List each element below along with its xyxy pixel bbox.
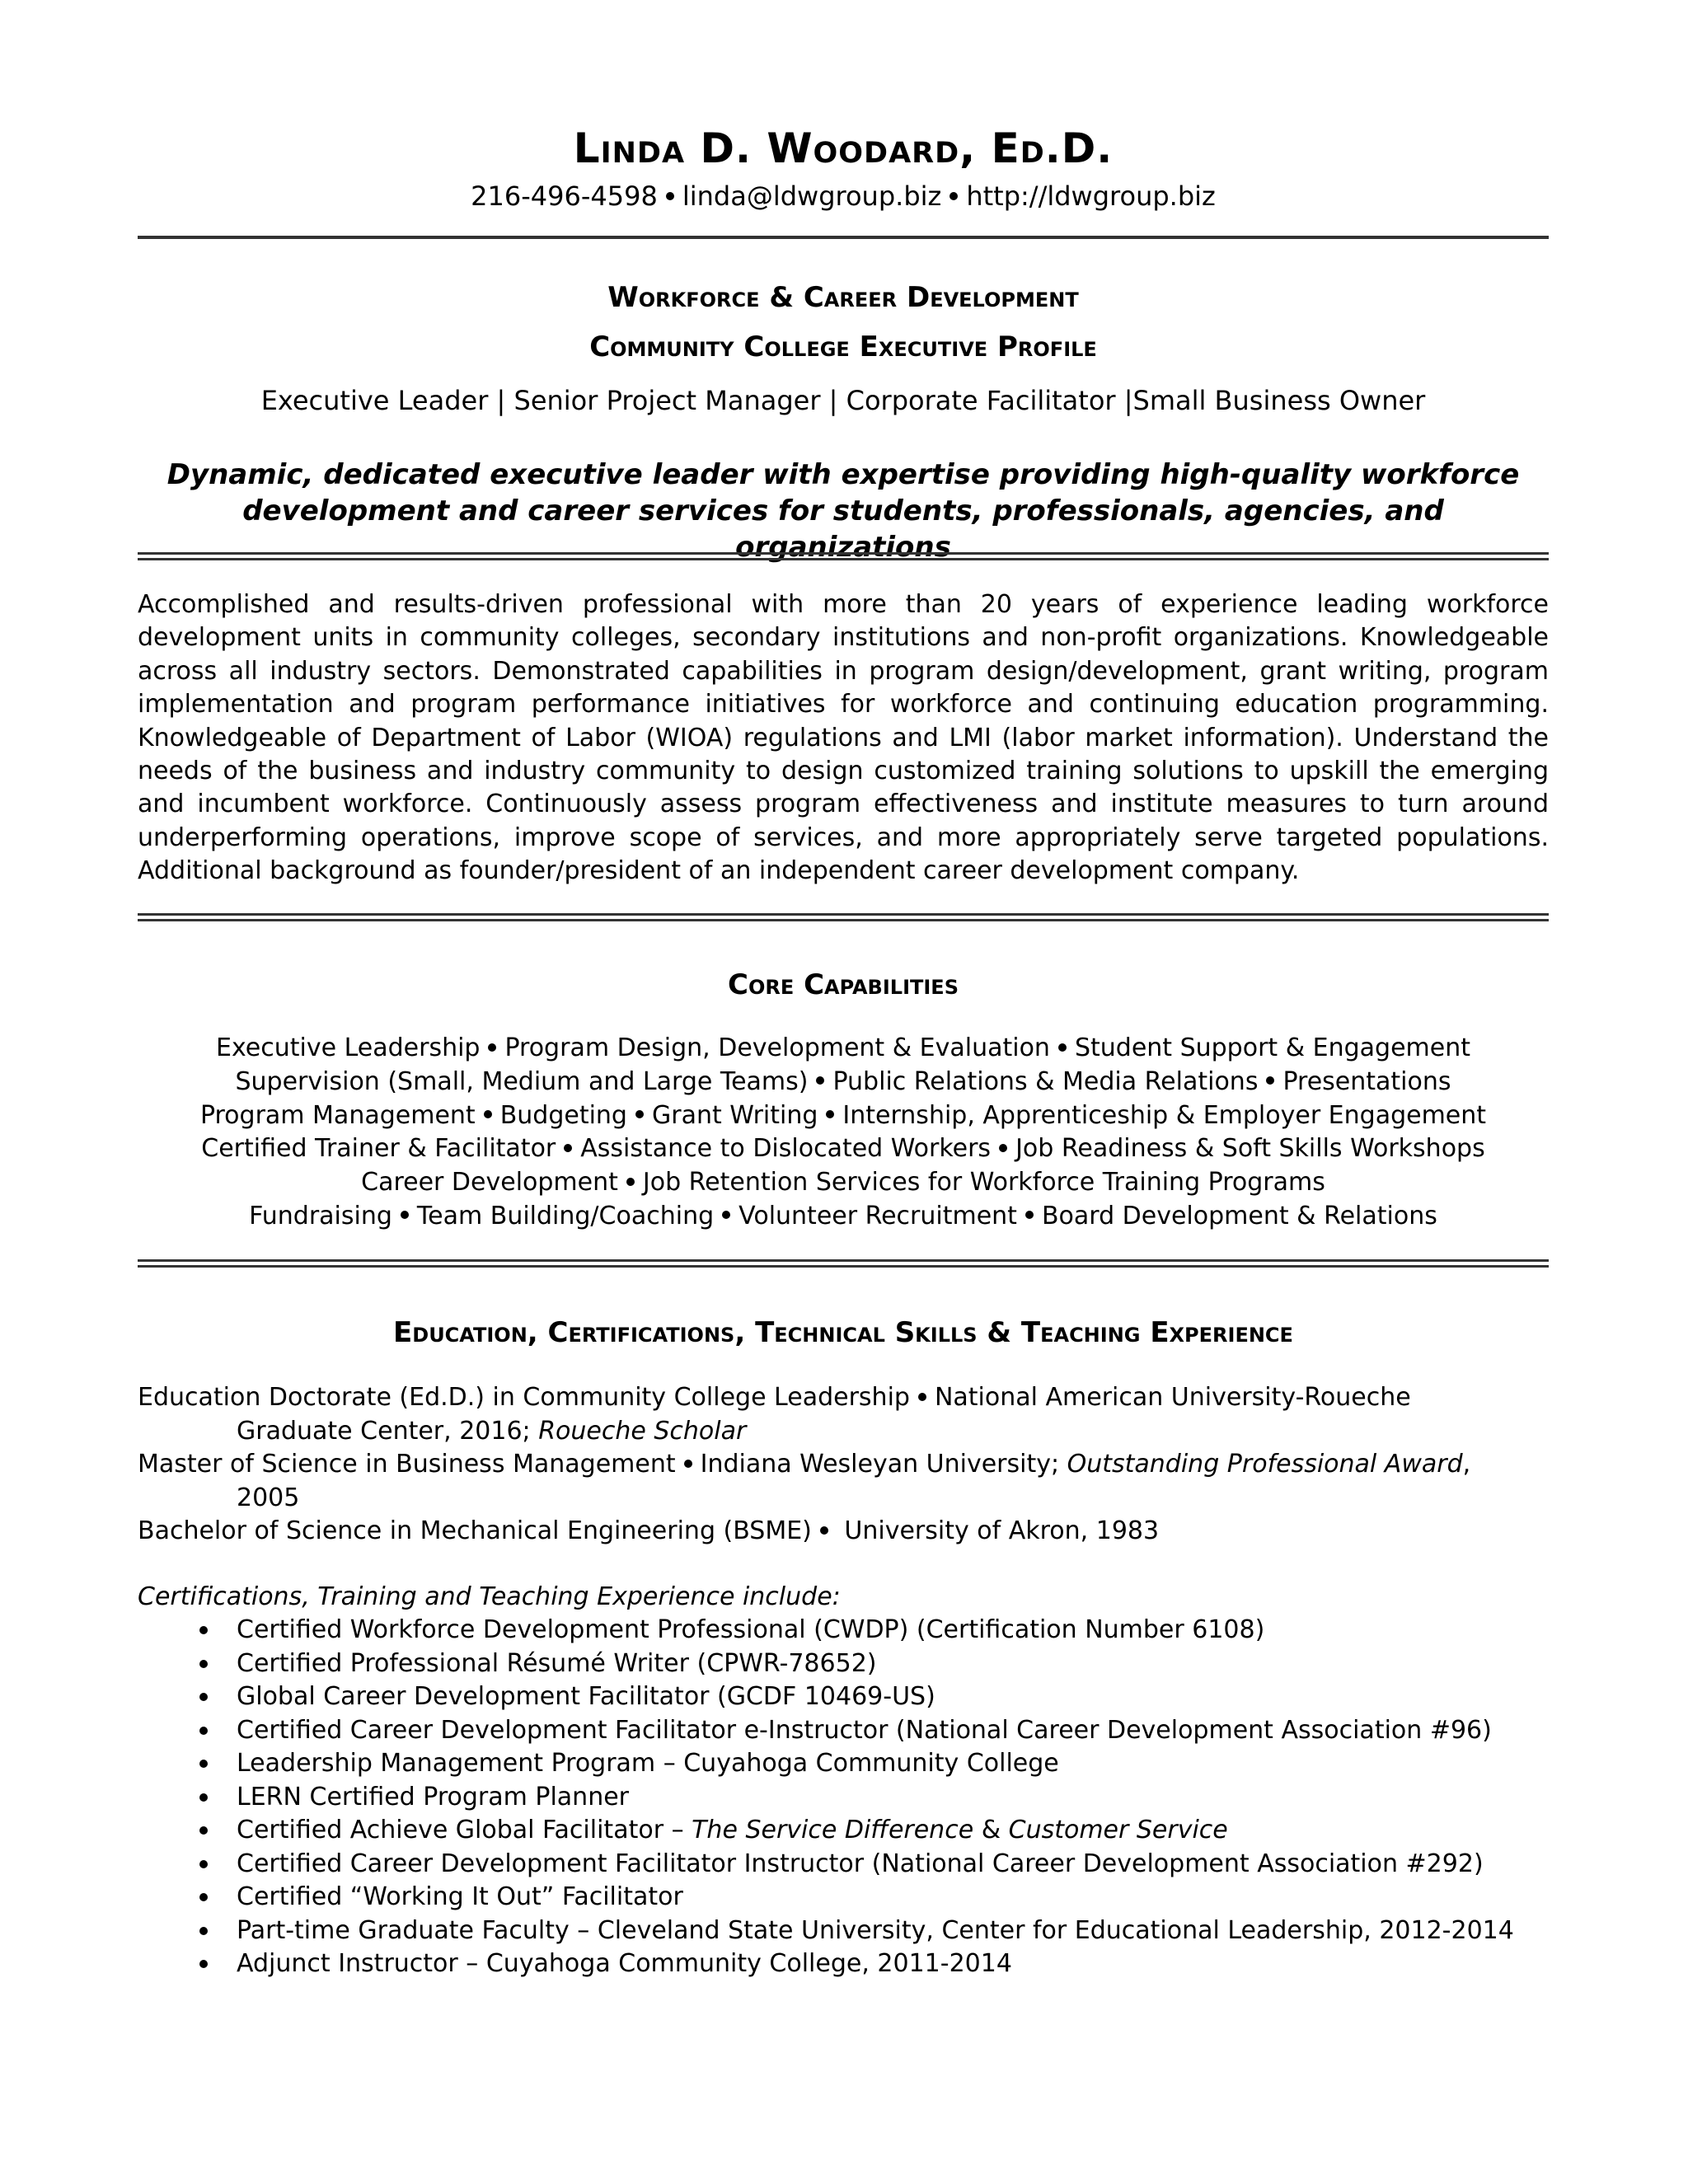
capability-item: Program Design, Development & Evaluation [504, 1033, 1050, 1062]
candidate-name: Linda D. Woodard, Ed.D. [573, 124, 1114, 172]
cert-item [138, 1714, 1549, 1748]
cert-item [138, 1747, 1549, 1781]
capability-item: Program Management [199, 1100, 476, 1130]
cert-item [138, 1881, 1549, 1915]
bullet-icon [199, 1927, 208, 1935]
contact-line [138, 180, 1549, 213]
capabilities-line [138, 1200, 1549, 1234]
cert-item [138, 1814, 1549, 1848]
bullet-separator [1266, 1076, 1274, 1085]
capability-item: Volunteer Recruitment [738, 1201, 1017, 1230]
capability-item: Team Building/Coaching [416, 1201, 715, 1230]
capability-item: Public Relations & Media Relations [832, 1066, 1259, 1096]
capability-item: Internship, Apprenticeship & Employer Engagement [842, 1100, 1487, 1130]
tagline-line-2: development and career services for students, professionals, agencies, and organizations [242, 494, 1444, 564]
bullet-icon [199, 1693, 208, 1701]
bullet-icon [199, 1860, 208, 1868]
certifications-list [138, 1614, 1549, 1981]
phone-number: 216-496-4598 [471, 180, 658, 212]
profile-title-1: Workforce & Career Development [607, 281, 1079, 314]
capability-item: Fundraising [249, 1201, 392, 1230]
bullet-icon [199, 1760, 208, 1768]
bullet-separator [626, 1178, 635, 1186]
degree-name: Master of Science in Business Management [138, 1450, 676, 1479]
bullet-icon [199, 1793, 208, 1802]
bullet-icon [199, 1960, 208, 1968]
bullet-separator [488, 1043, 496, 1052]
degree-honor: Outstanding Professional Award [1067, 1450, 1463, 1479]
cert-text: LERN Certified Program Planner [237, 1782, 630, 1811]
capabilities-line [138, 1066, 1549, 1099]
tagline-line-1: Dynamic, dedicated executive leader with expertise providing high-quality workforce [166, 458, 1520, 491]
profile-title-2: Community College Executive Profile [589, 330, 1097, 363]
bullet-separator [999, 1144, 1007, 1152]
cert-text: Certified Career Development Facilitator Instructor (National Career Development Association #292) [237, 1849, 1484, 1878]
cert-text: Adjunct Instructor – Cuyahoga Community College, 2011-2014 [237, 1949, 1012, 1978]
cert-item [138, 1614, 1549, 1647]
capability-item: Assistance to Dislocated Workers [580, 1134, 992, 1164]
capability-item: Job Readiness & Soft Skills Workshops [1015, 1134, 1485, 1164]
cert-item [138, 1647, 1549, 1681]
degree-honor: Roueche Scholar [538, 1416, 747, 1446]
core-capabilities-list [138, 1032, 1549, 1234]
cert-text: Certified Achieve Global Facilitator – [237, 1816, 692, 1844]
bullet-separator [564, 1144, 572, 1152]
bullet-separator [484, 1110, 492, 1118]
cert-text: Global Career Development Facilitator (GCDF 10469-US) [237, 1682, 935, 1711]
bullet-separator [820, 1526, 828, 1535]
cert-item [138, 1781, 1549, 1815]
degree-detail: Graduate Center, 2016; [237, 1416, 539, 1446]
degree-year: 2005 [237, 1483, 300, 1512]
bullet-icon [199, 1626, 208, 1634]
capabilities-line [138, 1032, 1549, 1066]
capability-item: Supervision (Small, Medium and Large Teams) [235, 1066, 809, 1096]
capabilities-line [138, 1166, 1549, 1200]
roles-line: Executive Leader | Senior Project Manager | Corporate Facilitator |Small Business Owner [260, 385, 1426, 416]
bullet-icon [199, 1660, 208, 1668]
section-divider [138, 1259, 1549, 1268]
education-title: Education, Certifications, Technical Skills & Teaching Experience [393, 1316, 1293, 1349]
website-link[interactable]: http://ldwgroup.biz [966, 180, 1216, 212]
cert-program: Customer Service [1008, 1816, 1228, 1844]
bullet-icon [199, 1893, 208, 1901]
tagline [138, 457, 1549, 565]
cert-text: Certified Professional Résumé Writer (CPWR-78652) [237, 1648, 877, 1678]
section-divider [138, 913, 1549, 921]
bullet-separator [816, 1076, 824, 1085]
bullet-separator [635, 1110, 644, 1118]
cert-item [138, 1848, 1549, 1882]
capabilities-line [138, 1132, 1549, 1166]
bullet-icon [199, 1727, 208, 1735]
capability-item: Student Support & Engagement [1074, 1033, 1470, 1062]
degree-item [138, 1381, 1549, 1448]
capability-item: Career Development [361, 1168, 618, 1197]
cert-item [138, 1947, 1549, 1981]
cert-conjunction: & [973, 1816, 1009, 1844]
degree-name: Bachelor of Science in Mechanical Engineering (BSME) [138, 1516, 812, 1545]
degree-continuation [138, 1415, 1549, 1449]
core-capabilities-title: Core Capabilities [728, 968, 959, 1001]
capabilities-line [138, 1099, 1549, 1133]
cert-text: Certified “Working It Out” Facilitator [237, 1882, 683, 1911]
cert-text: Part-time Graduate Faculty – Cleveland State University, Center for Educational Leadership, 2012-2014 [237, 1915, 1514, 1945]
cert-item [138, 1915, 1549, 1948]
bullet-separator [666, 192, 674, 200]
capability-item: Presentations [1282, 1066, 1451, 1096]
capability-item: Job Retention Services for Workforce Training Programs [642, 1168, 1325, 1197]
capability-item: Grant Writing [651, 1100, 818, 1130]
bullet-separator [826, 1110, 834, 1118]
capability-item: Board Development & Relations [1041, 1201, 1437, 1230]
header-divider [138, 236, 1549, 239]
degree-name: Education Doctorate (Ed.D.) in Community College Leadership [138, 1383, 910, 1412]
bullet-separator [401, 1211, 409, 1219]
cert-program: The Service Difference [692, 1816, 974, 1844]
bullet-separator [918, 1393, 926, 1401]
capability-item: Budgeting [499, 1100, 627, 1130]
certifications-heading: Certifications, Training and Teaching Experience include: [138, 1582, 841, 1611]
bullet-separator [950, 192, 958, 200]
cert-item [138, 1680, 1549, 1714]
bullet-icon [199, 1826, 208, 1835]
bullet-separator [1058, 1043, 1067, 1052]
summary-paragraph: Accomplished and results-driven professional with more than 20 years of experience leading workforce development units in community colleges, secondary institutions and non-profit organizations. Knowledgeable across all industry sectors. Demonstrated capabilities in program design/development, grant writing, program implementation and program performance initiatives for workforce and continuing education programming. Knowledgeable of Department of Labor (WIOA) regulations and LMI (labor market information). Understand the needs of the business and industry community to design customized training solutions to upskill the emerging and incumbent workforce. Continuously assess program effectiveness and institute measures to turn around underperforming operations, improve scope of services, and more appropriately serve targeted populations. Additional background as founder/president of an independent career development company. [138, 590, 1549, 886]
capability-item: Certified Trainer & Facilitator [201, 1134, 556, 1164]
cert-text: Certified Career Development Facilitator e-Instructor (National Career Development Association #96) [237, 1715, 1492, 1745]
bullet-separator [1025, 1211, 1034, 1219]
education-list [138, 1381, 1549, 1549]
cert-text: Leadership Management Program – Cuyahoga Community College [237, 1749, 1059, 1778]
degree-item [138, 1448, 1549, 1515]
degree-item [138, 1515, 1549, 1549]
degree-school: Indiana Wesleyan University; [700, 1450, 1067, 1479]
bullet-separator [722, 1211, 730, 1219]
email-link[interactable]: linda@ldwgroup.biz [682, 180, 942, 212]
degree-school: University of Akron, 1983 [836, 1516, 1160, 1545]
degree-tail: , [1462, 1450, 1471, 1479]
degree-school: National American University-Roueche [934, 1383, 1411, 1412]
section-divider [138, 552, 1549, 560]
cert-text: Certified Workforce Development Professional (CWDP) (Certification Number 6108) [237, 1615, 1265, 1644]
capability-item: Executive Leadership [215, 1033, 481, 1062]
bullet-separator [684, 1460, 692, 1468]
